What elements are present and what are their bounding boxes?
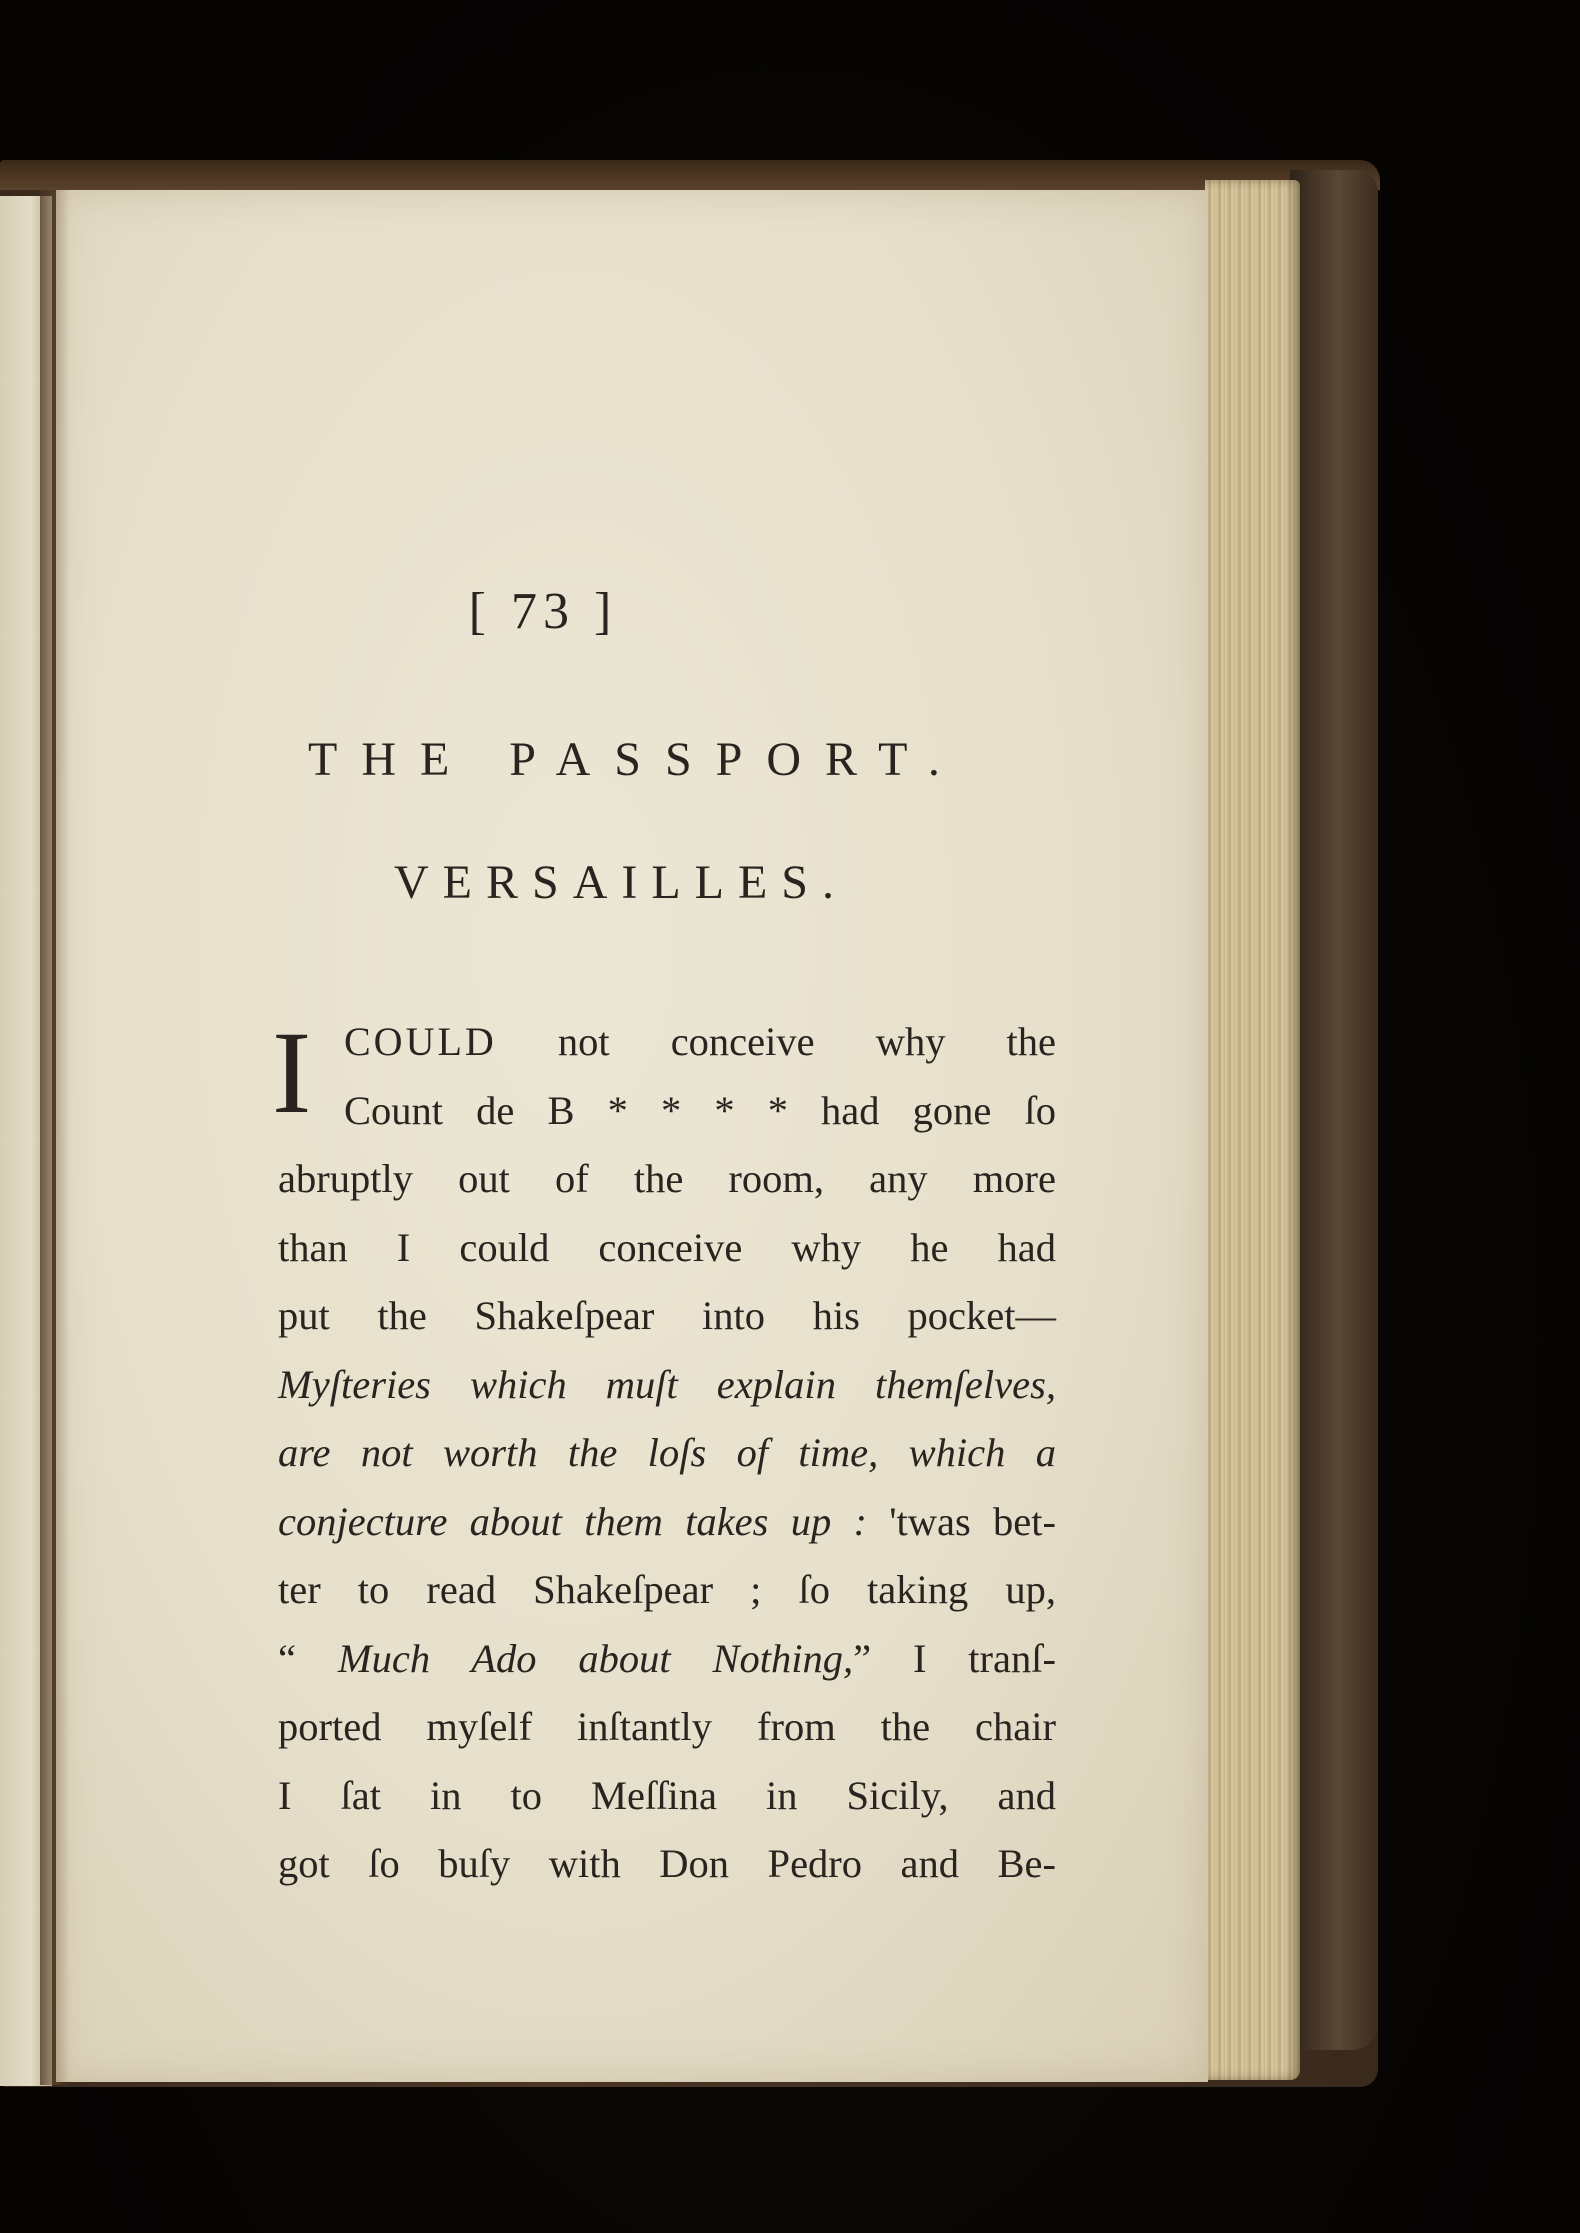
chapter-title: THE PASSPORT. [308,733,964,786]
text-line: ter to read Shakeſpear ; ſo taking up, [278,1567,1056,1612]
text-line: abruptly out of the room, any more [278,1156,1056,1201]
text-line: got ſo buſy with Don Pedro and Be- [278,1841,1056,1886]
text-line: ported myſelf inſtantly from the chair [278,1704,1056,1749]
page-edges [1205,180,1300,2080]
text-line: Count de B * * * * had gone ſo [344,1087,1056,1133]
open-quote: “ [278,1635,296,1681]
book-page [56,190,1208,2082]
text-line [278,1488,1056,1557]
italic-span: conjecture about them takes up : [278,1498,867,1544]
catchword [278,1899,1056,1968]
gutter-shadow [40,190,70,2085]
book-spine-edge [1290,170,1378,2050]
page-number: [ 73 ] [468,583,618,640]
italic-title: Much Ado about Nothing, [337,1635,854,1681]
small-caps-word: COULD [344,1019,497,1064]
text-line: than I could conceive why he had [278,1224,1056,1270]
text-line-italic: are not worth the loſs of time, which a [278,1430,1056,1475]
text-line: I ſat in to Meſſina in Sicily, and [278,1772,1056,1818]
text-span: ” I tranſ- [853,1635,1056,1681]
body-text [272,1007,1057,1967]
text-line: put the Shakeſpear into his pocket— [278,1293,1056,1338]
text-line [278,1008,1056,1077]
text-span: 'twas bet- [889,1498,1057,1544]
text-line-italic: Myſteries which muſt explain themſelves, [278,1361,1056,1407]
text-line [278,1625,1056,1694]
drop-cap: I [272,1007,312,1138]
text-span: not conceive why the [557,1019,1057,1064]
section-heading: VERSAILLES. [394,856,848,909]
book-cover-top-edge [0,160,1380,190]
